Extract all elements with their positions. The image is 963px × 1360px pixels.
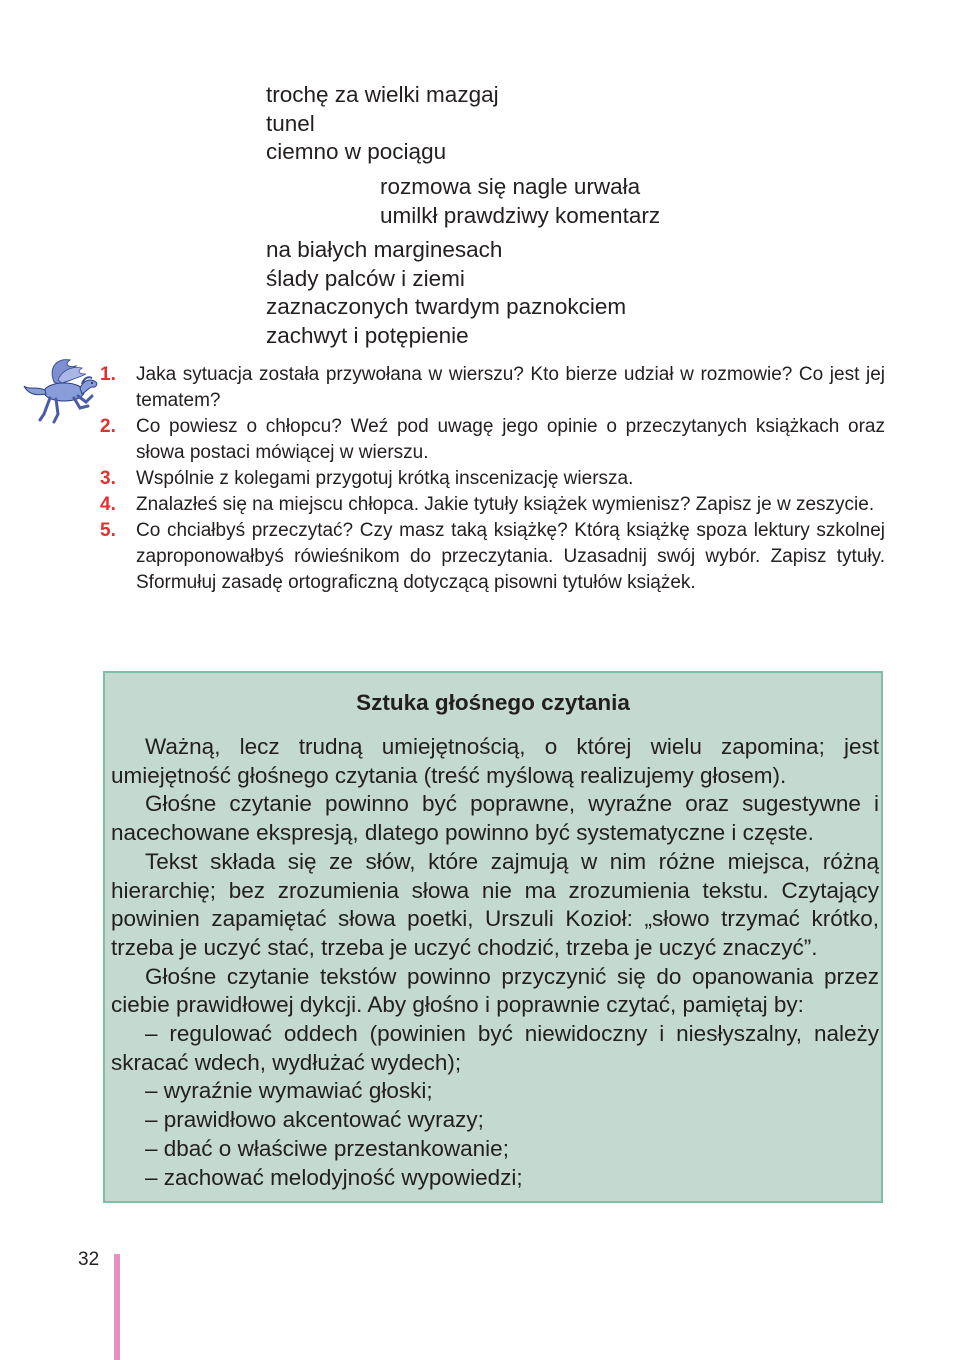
info-list-item: – dbać o właściwe przestankowanie; xyxy=(145,1135,509,1161)
poem-line: ślady palców i ziemi xyxy=(266,265,465,291)
info-list-item: – regulować oddech (powinien być niewidoczny i niesłyszalny, należy skracać wdech, wydłużać wydech); xyxy=(111,1021,879,1075)
info-paragraph: Ważną, lecz trudną umiejętnością, o której wielu zapomina; jest umiejętność głośnego czytania (treść myślową realizujemy głosem). xyxy=(111,734,879,788)
question-item xyxy=(100,362,885,414)
info-box-body xyxy=(111,733,879,1192)
page-margin-bar xyxy=(114,1254,120,1360)
question-number: 3. xyxy=(100,468,116,489)
info-list-item: – zachować melodyjność wypowiedzi; xyxy=(145,1164,523,1190)
question-item xyxy=(100,466,885,492)
question-number: 4. xyxy=(100,494,116,515)
question-number: 5. xyxy=(100,520,116,541)
page-number: 32 xyxy=(78,1249,100,1270)
question-text: Jaka sytuacja została przywołana w wierszu? Kto bierze udział w rozmowie? Co jest jej tematem? xyxy=(136,364,885,411)
poem-stanza-2 xyxy=(380,173,660,230)
info-paragraph: Głośne czytanie powinno być poprawne, wyraźne oraz sugestywne i nacechowane ekspresją, dlatego powinno być systematyczne i częste. xyxy=(111,791,879,846)
question-number: 2. xyxy=(100,416,116,437)
poem-line: na białych marginesach xyxy=(266,237,503,262)
pegasus-icon xyxy=(18,356,104,428)
poem-line: rozmowa się nagle urwała xyxy=(380,174,641,199)
question-list xyxy=(100,362,885,596)
poem-line: tunel xyxy=(266,110,315,136)
question-text: Co chciałbyś przeczytać? Czy masz taką książkę? Którą książkę spoza lektury szkolnej zaproponowałbyś rówieśnikom do przeczytania. Uzasadnij swój wybór. Zapisz tytuły. Sformułuj zasadę ortograficzną dotyczącą pisowni tytułów książek. xyxy=(136,520,885,593)
poem-stanza-1 xyxy=(266,81,499,167)
info-list-item: – wyraźnie wymawiać głoski; xyxy=(145,1078,433,1104)
info-box-title: Sztuka głośnego czytania xyxy=(356,690,630,715)
question-number: 1. xyxy=(100,364,116,385)
question-item xyxy=(100,518,885,596)
question-text: Znalazłeś się na miejscu chłopca. Jakie tytuły książek wymienisz? Zapisz je w zeszycie. xyxy=(136,494,875,515)
poem-line: ciemno w pociągu xyxy=(266,139,447,165)
question-text: Wspólnie z kolegami przygotuj krótką inscenizację wiersza. xyxy=(136,468,634,489)
info-list-item: – prawidłowo akcentować wyrazy; xyxy=(145,1107,484,1133)
poem-line: umilkł prawdziwy komentarz xyxy=(380,202,661,228)
poem-line: zaznaczonych twardym paznokciem xyxy=(266,294,627,320)
question-item xyxy=(100,492,885,518)
info-paragraph: Tekst składa się ze słów, które zajmują w nim różne miejsca, różną hierarchię; bez zrozumienia słowa nie ma zrozumienia tekstu. Czytający powinien zapamiętać słowa poetki, Urszuli Kozioł: „słowo trzymać krótko, trzeba je uczyć stać, trzeba je uczyć chodzić, trzeba je uczyć znaczyć”. xyxy=(111,848,879,960)
info-box xyxy=(103,671,883,1203)
poem-line: trochę za wielki mazgaj xyxy=(266,82,499,107)
poem-line: zachwyt i potępienie xyxy=(266,322,469,348)
info-paragraph: Głośne czytanie tekstów powinno przyczynić się do opanowania przez ciebie prawidłowej dykcji. Aby głośno i poprawnie czytać, pamiętaj by: xyxy=(111,963,879,1018)
question-item xyxy=(100,414,885,466)
poem-stanza-3 xyxy=(266,236,626,350)
question-text: Co powiesz o chłopcu? Weź pod uwagę jego opinie o przeczytanych książkach oraz słowa postaci mówiącej w wierszu. xyxy=(136,416,885,463)
